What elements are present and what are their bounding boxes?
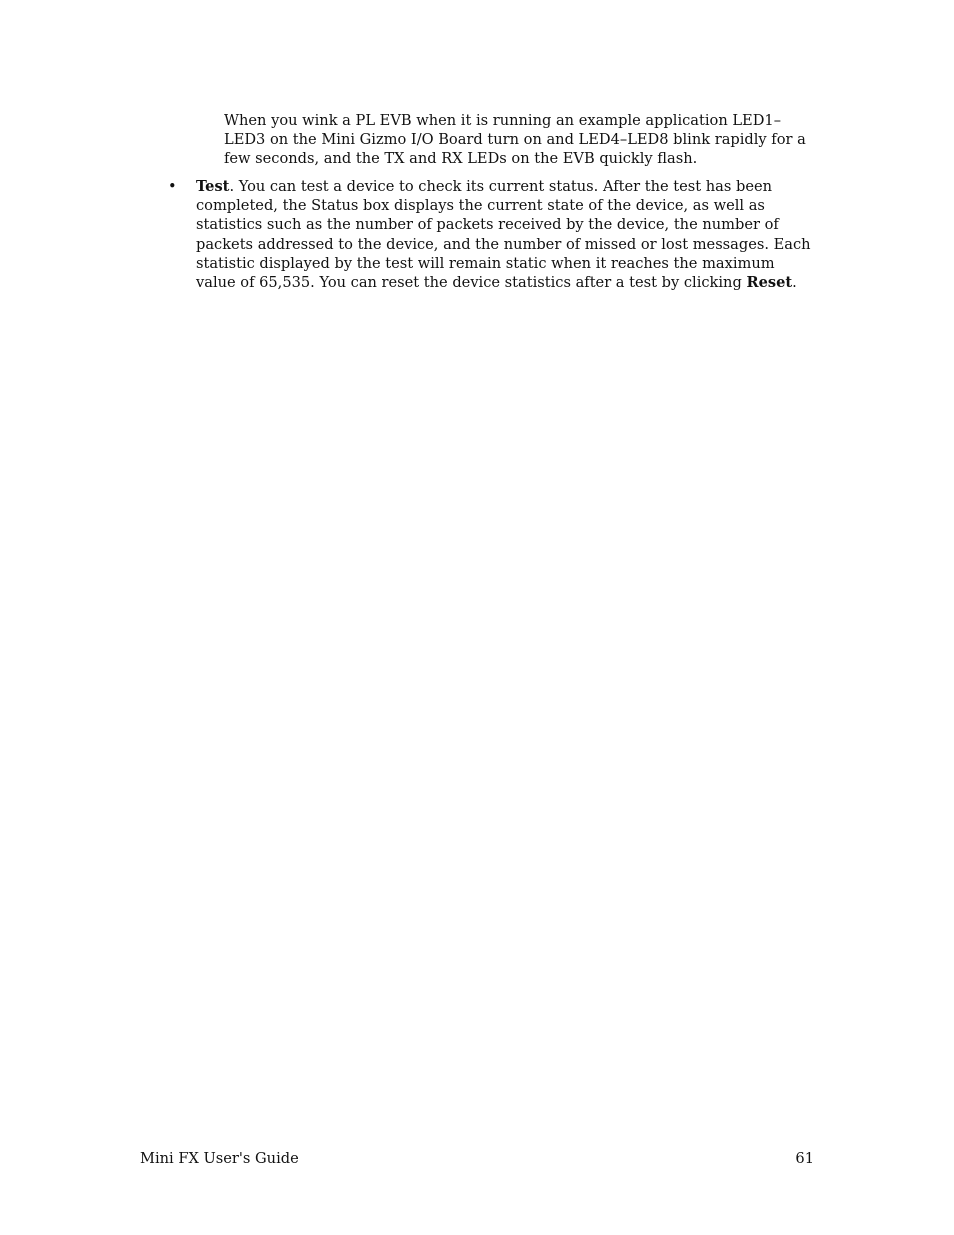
test-bullet-text	[196, 177, 812, 292]
footer-guide-title: Mini FX User's Guide	[140, 1150, 299, 1167]
test-description-end: .	[792, 274, 797, 292]
test-description: . You can test a device to check its current status. After the test has been completed, the Status box displays the current state of the device, as well as statistics such as the number of packets received by the device, the number of packets addressed to the device, and the number of missed or lost messages. Each statistic displayed by the test will remain static when it reaches the maximum value of 65,535. You can reset the device statistics after a test by clicking	[196, 178, 811, 292]
test-term: Test	[196, 178, 230, 195]
footer-page-number: 61	[795, 1150, 814, 1167]
reset-term: Reset	[746, 274, 793, 292]
bullet-icon: •	[168, 178, 177, 195]
wink-paragraph: When you wink a PL EVB when it is running an example application LED1–LED3 on the Mini Gizmo I/O Board turn on and LED4–LED8 blink rapidly for a few seconds, and the TX and RX LEDs on the EVB quickly flash.	[224, 112, 806, 168]
